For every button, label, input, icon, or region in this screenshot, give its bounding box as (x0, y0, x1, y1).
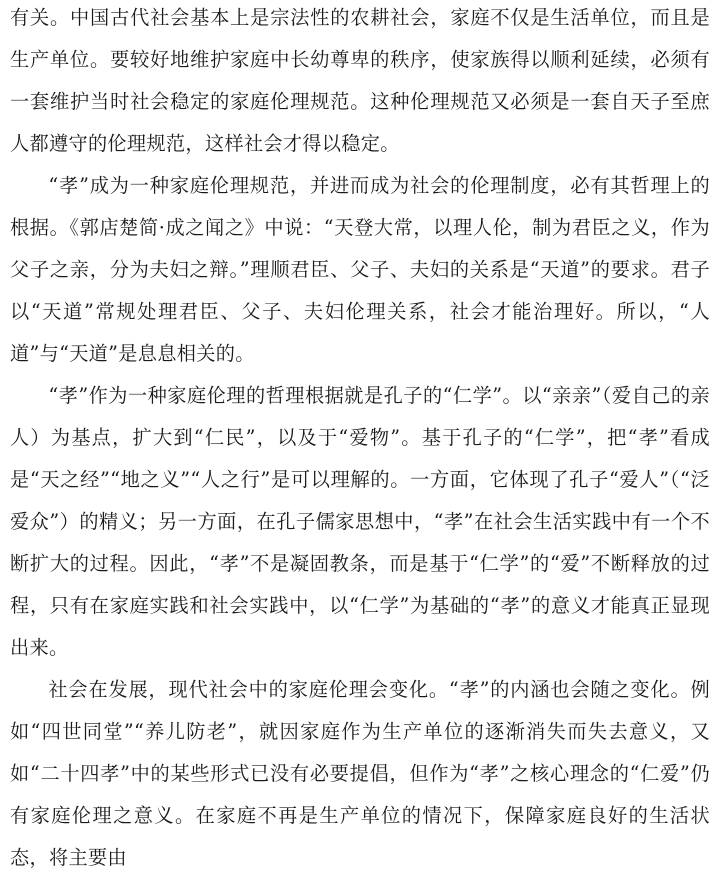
paragraph-1: 有关。中国古代社会基本上是宗法性的农耕社会，家庭不仅是生活单位，而且是生产单位。要较好地维护家庭中长幼尊卑的秩序，使家族得以顺利延续，必须有一套维护当时社会稳定的家庭伦理规范。这种伦理规范又必须是一套自天子至庶人都遵守的伦理规范，这样社会才得以稳定。 (10, 6, 710, 155)
paragraph-2: “孝”成为一种家庭伦理规范，并进而成为社会的伦理制度，必有其哲理上的根据。《郭店楚简·成之闻之》中说：“天登大常，以理人伦，制为君臣之义，作为父子之亲，分为夫妇之辩。”理顺君臣、父子、夫妇的关系是“天道”的要求。君子以“天道”常规处理君臣、父子、夫妇伦理关系，社会才能治理好。所以，“人道”与“天道”是息息相关的。 (10, 174, 710, 365)
paragraph-4: 社会在发展，现代社会中的家庭伦理会变化。“孝”的内涵也会随之变化。例如“四世同堂”“养儿防老”，就因家庭作为生产单位的逐渐消失而失去意义，又如“二十四孝”中的某些形式已没有必要提倡，但作为“孝”之核心理念的“仁爱”仍有家庭伦理之意义。在家庭不再是生产单位的情况下，保障家庭良好的生活状态，将主要由 (10, 678, 710, 869)
document-page (10, 0, 710, 879)
paragraph-3: “孝”作为一种家庭伦理的哲理根据就是孔子的“仁学”。以“亲亲”（爱自己的亲人）为基点，扩大到“仁民”，以及于“爱物”。基于孔子的“仁学”，把“孝”看成是“天之经”“地之义”“人之行”是可以理解的。一方面，它体现了孔子“爱人”（“泛爱众”）的精义；另一方面，在孔子儒家思想中，“孝”在社会生活实践中有一个不断扩大的过程。因此，“孝”不是凝固教条，而是基于“仁学”的“爱”不断释放的过程，只有在家庭实践和社会实践中，以“仁学”为基础的“孝”的意义才能真正显现出来。 (10, 384, 710, 659)
